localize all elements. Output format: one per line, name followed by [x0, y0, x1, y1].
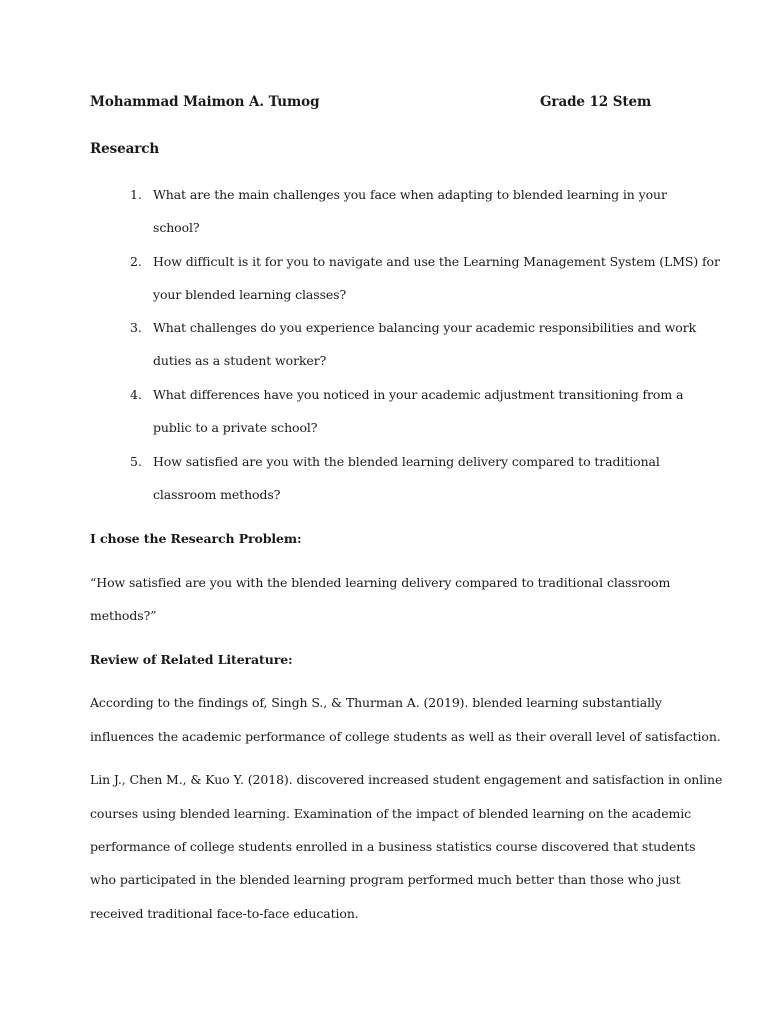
- question-text-continued: your blended learning classes?: [153, 287, 347, 302]
- question-text-continued: public to a private school?: [153, 420, 318, 435]
- rrl-heading: Review of Related Literature:: [90, 652, 293, 667]
- question-text: How difficult is it for you to navigate and use the Learning Management System (LMS) for: [153, 254, 720, 269]
- question-text-continued: duties as a student worker?: [153, 353, 327, 368]
- question-text: What are the main challenges you face when adapting to blended learning in your: [153, 187, 667, 202]
- problem-text: “How satisfied are you with the blended learning delivery compared to traditional classroom: [90, 575, 671, 590]
- paragraph-line: influences the academic performance of college students as well as their overall level of satisfaction.: [90, 729, 721, 744]
- question-text: How satisfied are you with the blended learning delivery compared to traditional: [153, 454, 660, 469]
- question-text: What challenges do you experience balancing your academic responsibilities and work: [153, 320, 697, 335]
- problem-heading: I chose the Research Problem:: [90, 531, 302, 546]
- paragraph-line: performance of college students enrolled in a business statistics course discovered that students: [90, 839, 696, 854]
- question-number: 4.: [130, 387, 142, 402]
- problem-text-continued: methods?”: [90, 608, 157, 623]
- paragraph-line: Lin J., Chen M., & Kuo Y. (2018). discovered increased student engagement and satisfaction in online: [90, 772, 723, 787]
- question-text: What differences have you noticed in your academic adjustment transitioning from a: [153, 387, 684, 402]
- question-number: 1.: [130, 187, 142, 202]
- question-number: 3.: [130, 320, 142, 335]
- student-name: Mohammad Maimon A. Tumog: [90, 94, 320, 110]
- question-number: 2.: [130, 254, 142, 269]
- paragraph-line: received traditional face-to-face education.: [90, 906, 359, 921]
- question-text-continued: classroom methods?: [153, 487, 281, 502]
- student-grade: Grade 12 Stem: [540, 94, 652, 110]
- question-text-continued: school?: [153, 220, 200, 235]
- question-number: 5.: [130, 454, 142, 469]
- paragraph-line: courses using blended learning. Examination of the impact of blended learning on the academic: [90, 806, 692, 821]
- paragraph-line: According to the findings of, Singh S., & Thurman A. (2019). blended learning substantially: [90, 695, 662, 710]
- paragraph-line: who participated in the blended learning program performed much better than those who just: [90, 872, 681, 887]
- research-heading: Research: [90, 141, 160, 157]
